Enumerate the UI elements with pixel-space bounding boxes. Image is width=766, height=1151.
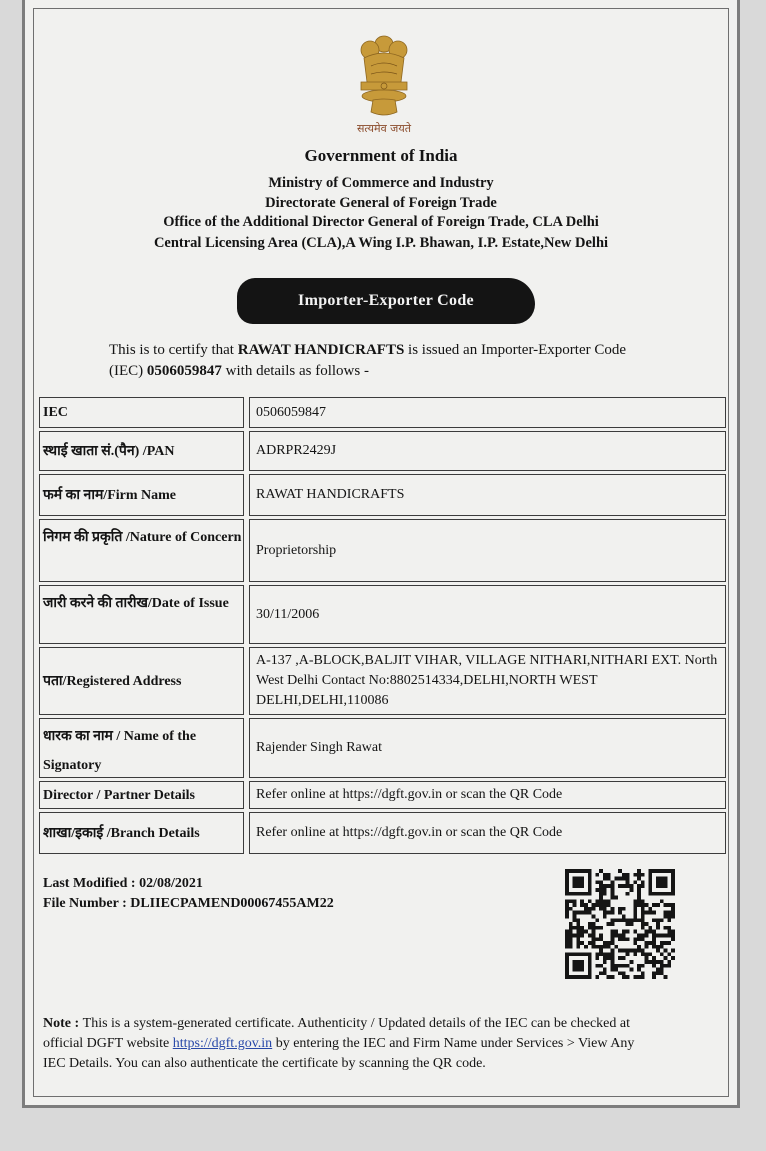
table-row-director-details [39,781,726,809]
date-of-issue-value: 30/11/2006 [249,585,726,644]
note-label: Note : [43,1016,83,1031]
dgft-website-link[interactable]: https://dgft.gov.in [172,1036,273,1051]
last-modified-value: 02/08/2021 [139,876,203,891]
emblem-motto: सत्यमेव जयते [356,122,412,135]
file-number-label: File Number : [43,896,131,911]
nature-of-concern-value: Proprietorship [249,519,726,582]
iec-label: IEC [39,397,244,428]
table-row-firm-name [39,474,726,516]
certificate-title: Importer-Exporter Code [237,278,535,324]
note-line-2-suffix: by entering the IEC and Firm Name under Services > View Any [272,1036,635,1051]
director-details-label: Director / Partner Details [39,781,244,809]
table-row-date-of-issue [39,585,726,644]
file-number-value: DLIIECPAMEND00067455AM22 [130,896,334,911]
branch-details-label: शाखा/इकाई /Branch Details [39,812,244,854]
table-row-iec [39,397,726,428]
certify-statement [109,340,709,382]
certificate-note [43,1014,715,1074]
note-line-1: This is a system-generated certificate. Authenticity / Updated details of the IEC can be checked at [82,1016,631,1031]
national-emblem-icon [351,30,417,138]
director-details-value: Refer online at https://dgft.gov.in or scan the QR Code [249,781,726,809]
registered-address-label: पता/Registered Address [39,647,244,715]
iec-value: 0506059847 [249,397,726,428]
office-heading: Office of the Additional Director General of Foreign Trade, CLA Delhi [163,214,599,230]
ministry-heading: Ministry of Commerce and Industry [268,175,494,191]
certify-middle: is issued an Importer-Exporter Code [404,342,627,358]
signatory-value: Rajender Singh Rawat [249,718,726,778]
table-row-pan [39,431,726,471]
last-modified-label: Last Modified : [43,876,140,891]
pan-value: ADRPR2429J [249,431,726,471]
note-line-3: IEC Details. You can also authenticate the certificate by scanning the QR code. [43,1056,486,1071]
signatory-label: धारक का नाम / Name of the Signatory [39,718,244,778]
certify-firm-name: RAWAT HANDICRAFTS [237,342,405,358]
certificate-page [22,0,740,1108]
table-row-nature-of-concern [39,519,726,582]
certificate-meta [43,874,334,914]
note-line-2-prefix: official DGFT website [43,1036,173,1051]
qr-code-icon[interactable] [565,869,675,979]
pan-label: स्थाई खाता सं.(पैन) /PAN [39,431,244,471]
table-row-branch-details [39,812,726,854]
government-heading: Government of India [304,146,458,165]
table-row-registered-address [39,647,726,715]
certify-prefix: This is to certify that [109,342,238,358]
table-row-signatory [39,718,726,778]
certify-suffix: with details as follows - [221,363,369,379]
nature-of-concern-label: निगम की प्रकृति /Nature of Concern [39,519,244,582]
firm-name-label: फर्म का नाम/Firm Name [39,474,244,516]
certify-iec-number: 0506059847 [146,363,222,379]
firm-name-value: RAWAT HANDICRAFTS [249,474,726,516]
date-of-issue-label: जारी करने की तारीख/Date of Issue [39,585,244,644]
area-heading: Central Licensing Area (CLA),A Wing I.P. Bhawan, I.P. Estate,New Delhi [153,235,609,251]
certify-iec-prefix: (IEC) [109,363,147,379]
registered-address-value: A-137 ,A-BLOCK,BALJIT VIHAR, VILLAGE NITHARI,NITHARI EXT. North West Delhi Contact No:8802514334,DELHI,NORTH WEST DELHI,DELHI,110086 [249,647,726,715]
directorate-heading: Directorate General of Foreign Trade [265,195,497,211]
branch-details-value: Refer online at https://dgft.gov.in or scan the QR Code [249,812,726,854]
